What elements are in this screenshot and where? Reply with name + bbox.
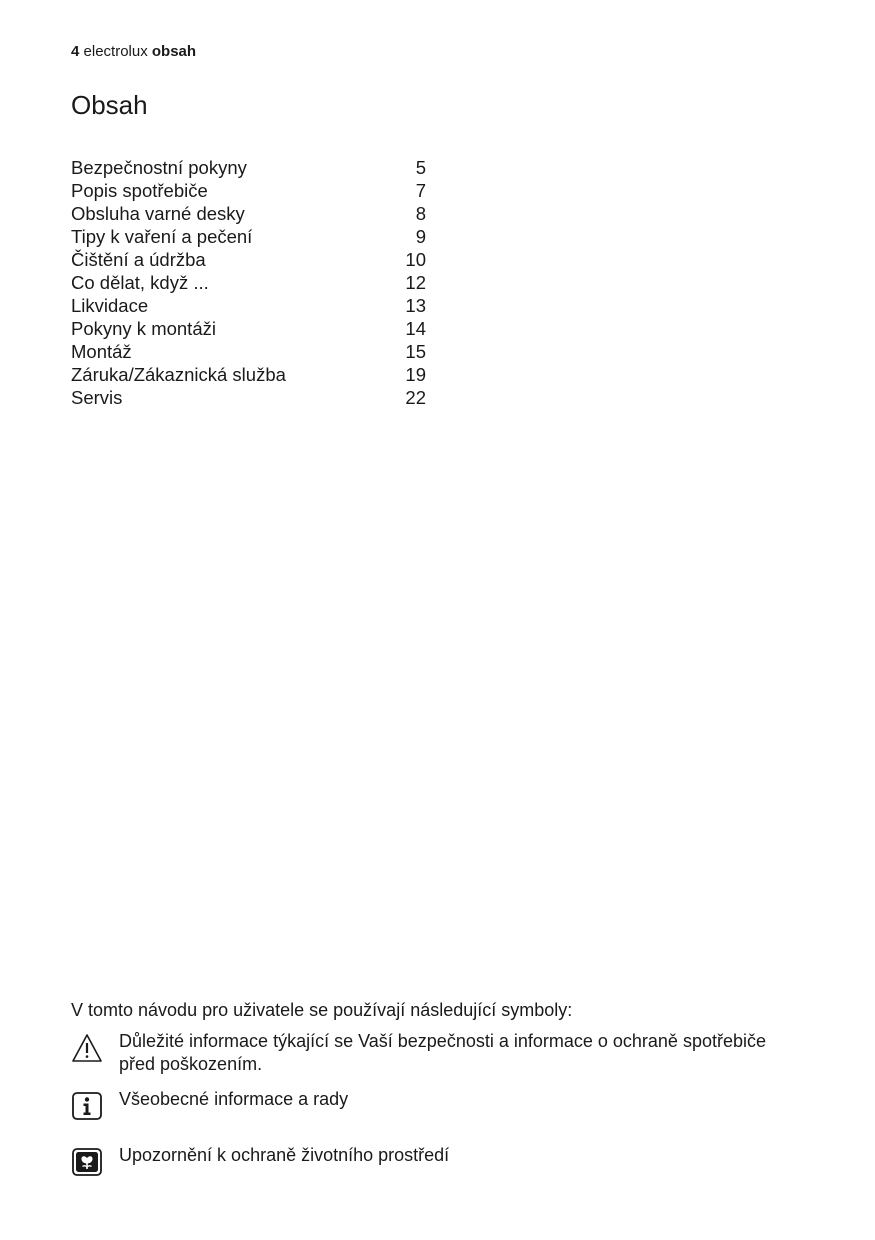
symbols-intro-text: V tomto návodu pro uživatele se používají následující symboly: [71, 1000, 573, 1020]
section-name: obsah [151, 43, 197, 60]
toc-entry[interactable] [71, 179, 426, 202]
info-icon [71, 1090, 103, 1122]
toc-entry-page: 12 [405, 272, 426, 293]
toc-entry[interactable] [71, 317, 426, 340]
symbol-legend-text: Důležité informace týkající se Vaší bezpečnosti a informace o ochraně spotřebiče před poškozením. [119, 1031, 766, 1074]
toc-entry-page: 9 [415, 226, 426, 247]
warning-triangle-icon [71, 1032, 103, 1064]
table-of-contents [71, 156, 426, 409]
page-number: 4 [71, 43, 80, 60]
brand-name: electrolux [83, 43, 148, 60]
toc-entry-label: Obsluha varné desky [71, 203, 245, 224]
toc-entry-label: Záruka/Zákaznická služba [71, 364, 286, 385]
toc-entry-page: 5 [415, 157, 426, 178]
toc-entry[interactable] [71, 225, 426, 248]
toc-entry[interactable] [71, 294, 426, 317]
toc-entry-label: Pokyny k montáži [71, 318, 216, 339]
symbol-legend-text: Všeobecné informace a rady [119, 1089, 349, 1109]
toc-entry-label: Čištění a údržba [71, 249, 206, 270]
toc-entry-page: 22 [405, 387, 426, 408]
toc-entry-page: 15 [405, 341, 426, 362]
toc-entry-page: 13 [405, 295, 426, 316]
toc-entry-label: Servis [71, 387, 123, 408]
symbol-legend-item [71, 1144, 771, 1176]
toc-entry-label: Co dělat, když ... [71, 272, 209, 293]
toc-entry-label: Bezpečnostní pokyny [71, 157, 247, 178]
environment-flower-icon [71, 1146, 103, 1178]
toc-entry[interactable] [71, 156, 426, 179]
symbol-legend-item [71, 1088, 771, 1120]
toc-entry-page: 8 [415, 203, 426, 224]
toc-entry[interactable] [71, 363, 426, 386]
toc-entry-label: Likvidace [71, 295, 149, 316]
page-title: Obsah [71, 90, 148, 120]
toc-entry[interactable] [71, 386, 426, 409]
toc-entry[interactable] [71, 202, 426, 225]
toc-entry-page: 7 [415, 180, 426, 201]
toc-entry[interactable] [71, 340, 426, 363]
toc-entry[interactable] [71, 271, 426, 294]
page-header [71, 43, 196, 61]
toc-entry-label: Tipy k vaření a pečení [71, 226, 253, 247]
toc-entry-page: 19 [405, 364, 426, 385]
toc-entry-label: Montáž [71, 341, 132, 362]
toc-entry[interactable] [71, 248, 426, 271]
symbol-legend-item [71, 1030, 771, 1078]
toc-entry-label: Popis spotřebiče [71, 180, 208, 201]
toc-entry-page: 10 [405, 249, 426, 270]
toc-entry-page: 14 [405, 318, 426, 339]
symbols-legend [71, 998, 771, 1176]
symbol-legend-text: Upozornění k ochraně životního prostředí [119, 1145, 450, 1165]
